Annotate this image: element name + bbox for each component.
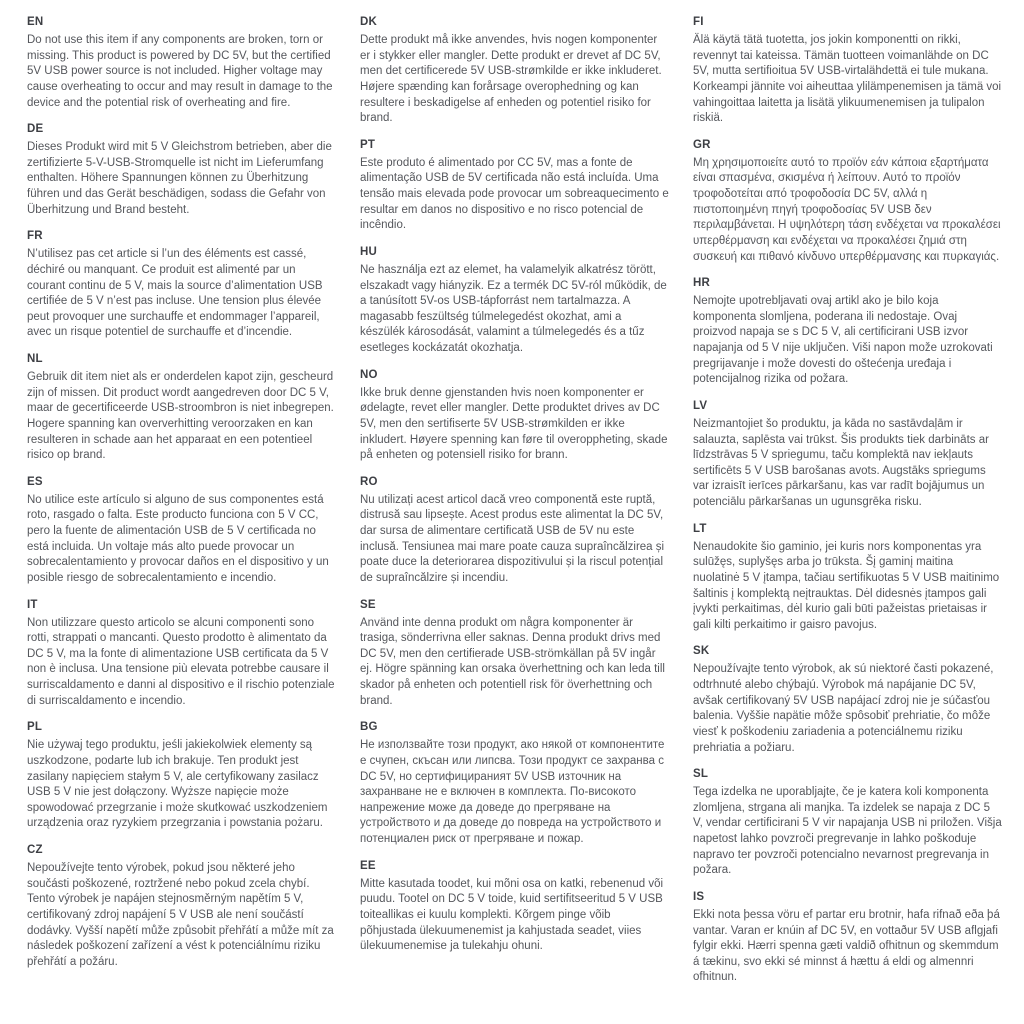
language-section-bg (360, 721, 669, 847)
language-code-ee: EE (360, 859, 376, 872)
language-section-de (27, 123, 336, 218)
language-code-pt: PT (360, 138, 376, 151)
language-code-fr: FR (27, 230, 43, 243)
language-code-hu: HU (360, 245, 378, 258)
warning-text-fi: Älä käytä tätä tuotetta, jos jokin komponentti on rikki, revennyt tai kateissa. Tämän tuotteen voimanlähde on DC 5V, mutta sertifioitua 5V USB-virtalähdettä ei tule mukana. Korkeampi jännite voi aiheuttaa ylilämpenemisen ja tämä voi vahingoittaa laitetta ja lisätä ylikuumenemisen ja tulipalon riskiä. (693, 34, 1002, 125)
warning-text-gr: Μη χρησιμοποιείτε αυτό το προϊόν εάν κάποια εξαρτήματα είναι σπασμένα, σκισμένα ή λείπουν. Αυτό το προϊόν τροφοδοτείται από τροφοδοσία DC 5V, αλλά η πιστοποιημένη πηγή τροφοδοσίας 5V USB δεν περιλαμβάνεται. Η υψηλότερη τάση ενδέχεται να προκαλέσει υπερθέρμανση και ενδέχεται να προκαλέσει ζημιά στη συσκευή και πιθανό κίνδυνο υπερθέρμανσης και πυρκαγιάς. (693, 156, 1001, 263)
language-section-lt (693, 523, 1002, 634)
language-code-lv: LV (693, 399, 708, 412)
warning-text-ee: Mitte kasutada toodet, kui mõni osa on katki, rebenenud või puudu. Tootel on DC 5 V toide, kuid sertifitseeritud 5 V USB toiteallikas ei kuulu komplekti. Kõrgem pinge võib põhjustada ülekuumenemist ja kahjustada seadet, viies ülekuumenemise ja tulekahju ohuni. (360, 877, 664, 953)
language-section-no (360, 369, 669, 464)
warning-text-se: Använd inte denna produkt om några komponenter är trasiga, sönderrivna eller saknas. Denna produkt drivs med DC 5V, men den certifierade USB-strömkällan på 5V ingår ej. Högre spänning kan orsaka överhettning och kan leda till skador på enheten och potentiell risk för överhettning och brand. (360, 616, 665, 707)
language-code-de: DE (27, 123, 44, 136)
language-section-nl (27, 353, 336, 464)
column-3 (693, 16, 1002, 1014)
language-code-hr: HR (693, 277, 711, 290)
warning-text-hr: Nemojte upotrebljavati ovaj artikl ako je bilo koja komponenta slomljena, poderana ili nedostaje. Ovaj proizvod napaja se s DC 5 V, ali certificirani USB izvor napajanja od 5 V nije uključen. Viši napon može uzrokovati pregrijavanje i može dovesti do oštećenja uređaja i potencijalnog rizika od požara. (693, 295, 993, 386)
language-section-hu (360, 246, 669, 357)
warning-text-cz: Nepoužívejte tento výrobek, pokud jsou některé jeho součásti poškozené, roztržené nebo pokud zcela chybí. Tento výrobek je napájen stejnosměrným napětím 5 V, certifikovaný zdroj napájení 5 V USB ale není součástí dodávky. Vyšší napětí může způsobit přehřátí a může mít za následek poškození zařízení a vést k potenciálnímu riziku přehřátí a požáru. (27, 862, 334, 968)
language-code-bg: BG (360, 721, 378, 734)
language-section-es (27, 476, 336, 587)
language-section-cz (27, 844, 336, 970)
language-section-is (693, 891, 1002, 986)
warning-text-de: Dieses Produkt wird mit 5 V Gleichstrom betrieben, aber die zertifizierte 5-V-USB-Stromquelle ist nicht im Lieferumfang enthalten. Höhere Spannungen können zu Überhitzung führen und das Gerät beschädigen, sodass die Gefahr von Überhitzung und Brand besteht. (27, 141, 332, 216)
warning-text-dk: Dette produkt må ikke anvendes, hvis nogen komponenter er i stykker eller mangler. Dette produkt er drevet af DC 5V, men det certificerede 5V USB-strømkilde er ikke inkluderet. Højere spænding kan forårsage overophedning og kan resultere i beskadigelse af enheden og potentiel risiko for brand. (360, 34, 662, 125)
language-section-fi (693, 16, 1002, 127)
language-code-no: NO (360, 368, 378, 381)
warning-text-es: No utilice este artículo si alguno de sus componentes está roto, rasgado o falta. Este producto funciona con 5 V CC, pero la fuente de alimentación USB de 5 V certificada no está incluida. Un voltaje más alto puede provocar un sobrecalentamiento y provocar daños en el dispositivo y un posible riesgo de sobrecalentamiento e incendio. (27, 493, 329, 584)
language-code-sk: SK (693, 645, 710, 658)
warning-text-en: Do not use this item if any components are broken, torn or missing. This product is powered by DC 5V, but the certified 5V USB power source is not included. Higher voltage may cause overheating to occur and may result in damage to the device and the potential risk of overheating and fire. (27, 34, 333, 109)
language-code-nl: NL (27, 353, 43, 365)
language-section-se (360, 599, 669, 710)
warning-text-hu: Ne használja ezt az elemet, ha valamelyik alkatrész törött, elszakadt vagy hiányzik. Ez a termék DC 5V-ról működik, de a tanúsított 5V-os USB-tápforrást nem tartalmazza. A magasabb feszültség túlmelegedést okozhat, ami a készülék károsodását, valamint a túlmelegedés és a tűz esetleges kockázatát okozhatja. (360, 263, 667, 354)
warning-text-bg: Не използвайте този продукт, ако някой от компонентите е счупен, скъсан или липсва. Този продукт се захранва с DC 5V, но сертифицираният 5V USB източник на захранване не е включен в комплекта. По-високото напрежение може да доведе до прегряване на устройството и да доведе до повреда на устройството и потенциален риск от прегряване и пожар. (360, 739, 665, 845)
language-code-dk: DK (360, 16, 378, 28)
language-code-es: ES (27, 475, 43, 488)
warning-text-lv: Neizmantojiet šo produktu, ja kāda no sastāvdaļām ir salauzta, saplēsta vai trūkst. Šis produkts tiek darbināts ar līdzstrāvas 5 V spriegumu, taču komplektā nav iekļauts sertificēts 5 V USB barošanas avots. Augstāks spriegums var izraisīt ierīces pārkaršanu, kas var radīt bojājumus un potenciālu pārkaršanas un ugunsgrēka risku. (693, 417, 989, 508)
column-1 (27, 16, 336, 1014)
warning-text-is: Ekki nota þessa vöru ef partar eru brotnir, hafa rifnað eða þá vantar. Varan er knúin af DC 5V, en vottaður 5V USB aflgjafi fylgir ekki. Hærri spenna gæti valdið ofhitnun og skemmdum á tækinu, svo ekki sé minnst á hættu á eldi og almennri ofhitnun. (693, 908, 1000, 984)
language-code-cz: CZ (27, 844, 43, 856)
language-code-gr: GR (693, 138, 711, 151)
warning-text-pt: Este produto é alimentado por CC 5V, mas a fonte de alimentação USB de 5V certificada não está incluída. Uma tensão mais elevada pode provocar um sobreaquecimento e resultar em danos no dispositivo e no risco potencial de incêndio. (360, 156, 669, 232)
language-section-fr (27, 230, 336, 341)
language-section-hr (693, 277, 1002, 388)
column-2 (360, 16, 669, 1014)
language-section-pt (360, 139, 669, 234)
warning-text-fr: N’utilisez pas cet article si l’un des éléments est cassé, déchiré ou manquant. Ce produit est alimenté par un courant continu de 5 V, mais la source d’alimentation USB certifiée de 5 V n’est pas incluse. Une tension plus élevée peut provoquer une surchauffe et endommager l’appareil, avec un risque potentiel de surchauffe et d’incendie. (27, 248, 323, 339)
language-code-is: IS (693, 890, 705, 903)
warning-text-no: Ikke bruk denne gjenstanden hvis noen komponenter er ødelagte, revet eller mangler. Dette produktet drives av DC 5V, men den sertifiserte 5V USB-strømkilden er ikke inkludert. Høyere spenning kan føre til overoppheting, skade på enheten og potensiell risiko for brann. (360, 386, 668, 462)
language-section-dk (360, 16, 669, 127)
language-section-it (27, 599, 336, 710)
language-code-ro: RO (360, 475, 378, 488)
language-code-en: EN (27, 16, 44, 28)
language-code-fi: FI (693, 16, 704, 28)
warning-text-lt: Nenaudokite šio gaminio, jei kuris nors komponentas yra sulūžęs, suplyšęs arba jo trūksta. Šį gaminį maitina nuolatinė 5 V įtampa, tačiau sertifikuotas 5 V USB maitinimo šaltinis į komplektą neįtrauktas. Dėl didesnės įtampos gali įvykti perkaitimas, dėl kurio gali būti pažeistas prietaisas ir gali kilti perkaitimo ir gaisro pavojus. (693, 540, 1000, 631)
warning-text-ro: Nu utilizați acest articol dacă vreo componentă este ruptă, distrusă sau lipsește. Acest produs este alimentat la DC 5V, dar sursa de alimentare certificată USB de 5V nu este inclusă. Tensiunea mai mare poate cauza supraîncălzirea și poate duce la deteriorarea dispozitivului și la riscul potențial de supraîncălzire și incendiu. (360, 493, 665, 584)
language-code-it: IT (27, 598, 38, 611)
language-section-ro (360, 476, 669, 587)
warning-text-sk: Nepoužívajte tento výrobok, ak sú niektoré časti pokazené, odtrhnuté alebo chýbajú. Výrobok má napájanie DC 5V, avšak certifikovaný 5V USB napájací zdroj nie je súčasťou balenia. Vyššie napätie môže spôsobiť prehriatie, čo môže viesť k poškodeniu zariadenia a potenciálnemu riziku prehriatia a požiaru. (693, 663, 994, 754)
language-section-sk (693, 645, 1002, 756)
language-code-se: SE (360, 598, 376, 611)
language-section-gr (693, 139, 1002, 265)
language-section-sl (693, 768, 1002, 879)
warning-text-nl: Gebruik dit item niet als er onderdelen kapot zijn, gescheurd zijn of missen. Dit product wordt aangedreven door DC 5 V, maar de gecertificeerde USB-stroombron is niet inbegrepen. Hogere spanning kan oververhitting veroorzaken en kan resulteren in schade aan het apparaat en een potentieel risico op brand. (27, 371, 334, 462)
language-code-sl: SL (693, 768, 709, 781)
language-code-pl: PL (27, 721, 43, 734)
language-section-pl (27, 721, 336, 832)
warning-text-pl: Nie używaj tego produktu, jeśli jakiekolwiek elementy są uszkodzone, podarte lub ich brakuje. Ten produkt jest zasilany napięciem stałym 5 V, ale certyfikowany zasilacz USB 5 V nie jest dołączony. Wyższe napięcie może spowodować przegrzanie i może skutkować uszkodzeniem urządzenia oraz ryzykiem przegrzania i powstania pożaru. (27, 739, 328, 830)
warning-text-sl: Tega izdelka ne uporabljajte, če je katera koli komponenta zlomljena, strgana ali manjka. Ta izdelek se napaja z DC 5 V, vendar certificirani 5 V vir napajanja USB ni priložen. Višja napetost lahko povzroči pregrevanje in lahko poškoduje napravo ter povzroči potencialno nevarnost pregrevanja in požara. (693, 786, 1002, 877)
language-section-ee (360, 860, 669, 955)
language-code-lt: LT (693, 522, 707, 535)
language-section-lv (693, 400, 1002, 511)
language-section-en (27, 16, 336, 111)
warning-text-it: Non utilizzare questo articolo se alcuni componenti sono rotti, strappati o mancanti. Questo prodotto è alimentato da DC 5 V, ma la fonte di alimentazione USB certificata da 5 V non è inclusa. Una tensione più elevata potrebbe causare il surriscaldamento e danni al dispositivo e il rischio potenziale di surriscaldamento e incendio. (27, 616, 335, 707)
